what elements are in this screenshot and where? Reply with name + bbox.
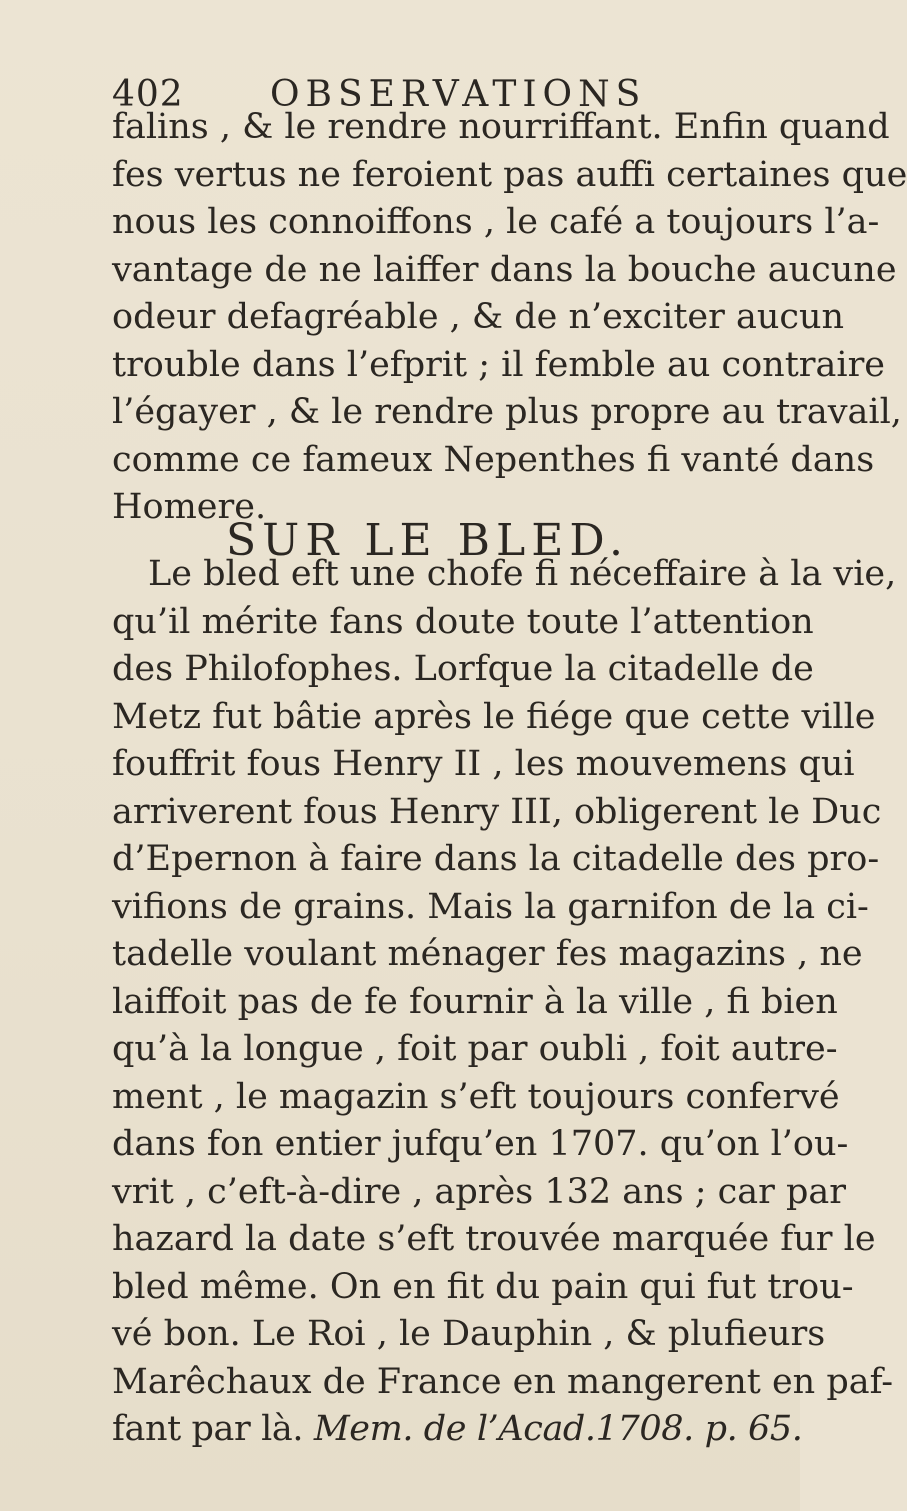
page-number: 402 [112,74,184,115]
text-line: fouffrit fous Henry II , les mouvemens qui [112,744,855,784]
text-line: Le bled eft une chofe fi néceffaire à la vie, [148,554,897,594]
text-line: Metz fut bâtie après le fiége que cette ville [112,696,876,737]
text-line: vé bon. Le Roi , le Dauphin , & plufieurs [112,1314,826,1354]
text-line: l’égayer , & le rendre plus propre au travail, [112,392,902,432]
text-line: vrit , c’eft-à-dire , après 132 ans ; car par [112,1171,847,1212]
text-line: dans fon entier jufqu’en 1707. qu’on l’ou- [112,1124,849,1164]
text-line: trouble dans l’efprit ; il femble au contraire [112,344,886,385]
text-line: Marêchaux de France en mangerent en paf- [112,1361,894,1402]
citation: Mem. de l’Acad. [313,1409,596,1449]
text-line: hazard la date s’eft trouvée marquée fur le [112,1219,876,1259]
text-line: laiffoit pas de fe fournir à la ville , fi bien [112,981,838,1022]
text-line-last [112,1406,802,1454]
text-line: ment , le magazin s’eft toujours confervé [112,1076,840,1117]
text-line: qu’il mérite fans doute toute l’attention [112,601,814,642]
text-line: odeur defagréable , & de n’exciter aucun [112,297,845,337]
text-line: bled même. On en fit du pain qui fut trou- [112,1266,854,1307]
text-line: Homere. [112,487,267,527]
text-line: arriverent fous Henry III, obligerent le Duc [112,791,882,832]
text-line: des Philofophes. Lorfque la citadelle de [112,649,814,689]
text-line: qu’à la longue , foit par oubli , foit autre- [112,1029,838,1069]
running-head: OBSERVATIONS [270,74,647,115]
text-line: d’Epernon à faire dans la citadelle des pro- [112,839,880,879]
text-line: fes vertus ne feroient pas auffi certaines que [112,154,907,195]
section-title: SUR LE BLED. [226,515,630,566]
text-line: nous les connoiffons , le café a toujours l’a- [112,202,880,242]
text-line: tadelle voulant ménager fes magazins , ne [112,934,863,974]
text-line: falins , & le rendre nourriffant. Enfin quand [112,107,890,147]
citation-reference: 1708. p. 65. [595,1409,803,1449]
text-line: vifions de grains. Mais la garnifon de la ci- [112,886,869,927]
last-line-text: fant par là. [112,1409,304,1449]
text-line: vantage de ne laiffer dans la bouche aucune [112,249,897,290]
paragraph-bled [112,551,897,1454]
paragraph-cafe [112,104,907,532]
text-line: comme ce fameux Nepenthes fi vanté dans [112,439,875,480]
